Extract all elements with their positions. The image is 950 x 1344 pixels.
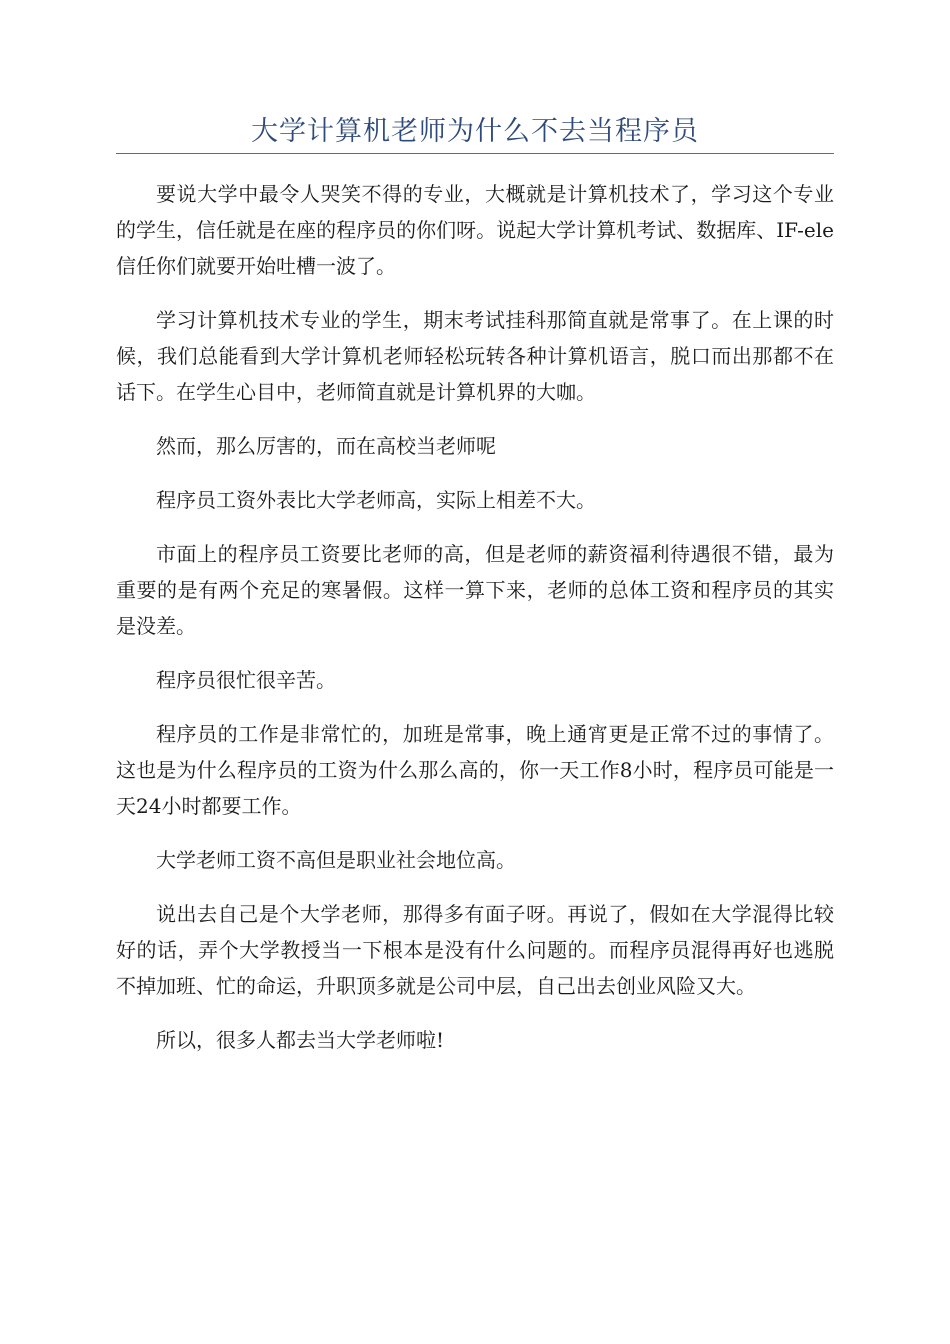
paragraph: 学习计算机技术专业的学生，期末考试挂科那简直就是常事了。在上课的时候，我们总能看到大学计算机老师轻松玩转各种计算机语言，脱口而出那都不在话下。在学生心目中，老师简直就是计算机界的大咖。: [116, 308, 834, 404]
paragraph: 程序员的工作是非常忙的，加班是常事，晚上通宵更是正常不过的事情了。这也是为什么程序员的工资为什么那么高的，你一天工作8小时，程序员可能是一天24小时都要工作。: [116, 722, 834, 818]
paragraph: 要说大学中最令人哭笑不得的专业，大概就是计算机技术了，学习这个专业的学生，信任就是在座的程序员的你们呀。说起大学计算机考试、数据库、IF-ele信任你们就要开始吐槽一波了。: [116, 182, 834, 278]
page-title: 大学计算机老师为什么不去当程序员: [251, 116, 699, 147]
title-underline: [116, 153, 834, 154]
paragraph: 说出去自己是个大学老师，那得多有面子呀。再说了，假如在大学混得比较好的话，弄个大学教授当一下根本是没有什么问题的。而程序员混得再好也逃脱不掉加班、忙的命运，升职顶多就是公司中层，自己出去创业风险又大。: [116, 902, 834, 998]
paragraph: 程序员工资外表比大学老师高，实际上相差不大。: [156, 488, 596, 512]
paragraph: 程序员很忙很辛苦。: [156, 668, 336, 692]
paragraph: 然而，那么厉害的，而在高校当老师呢: [156, 434, 496, 458]
paragraph: 市面上的程序员工资要比老师的高，但是老师的薪资福利待遇很不错，最为重要的是有两个充足的寒暑假。这样一算下来，老师的总体工资和程序员的其实是没差。: [116, 542, 834, 638]
paragraph: 大学老师工资不高但是职业社会地位高。: [156, 848, 516, 872]
paragraph: 所以，很多人都去当大学老师啦!: [156, 1028, 445, 1052]
document-body: [116, 176, 834, 1076]
